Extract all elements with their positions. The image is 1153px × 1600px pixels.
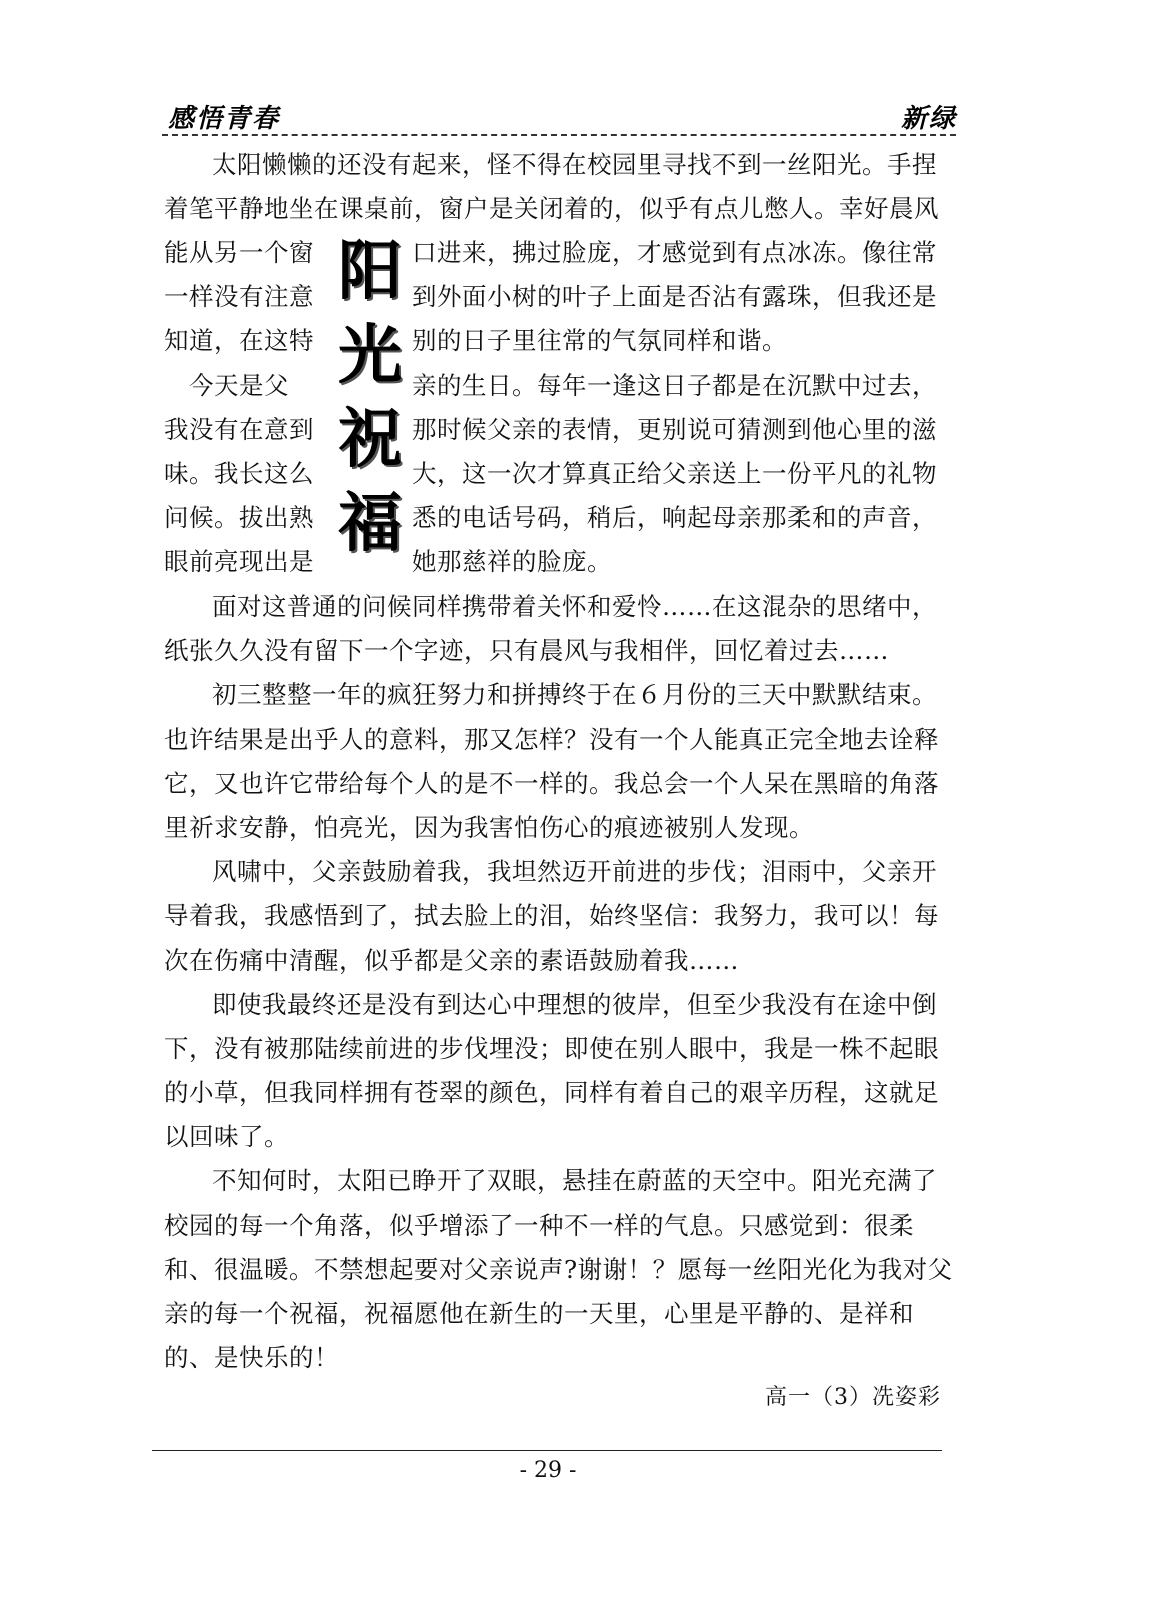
text-line — [164, 275, 956, 319]
text-line: 它，又也许它带给每个人的是不一样的。我总会一个人呆在黑暗的角落 — [164, 768, 939, 798]
text-line-right: 她那慈祥的脸庞。 — [412, 547, 612, 577]
text-line: 风啸中，父亲鼓励着我，我坦然迈开前进的步伐；泪雨中，父亲开 — [212, 857, 937, 887]
text-line: 导着我，我感悟到了，拭去脸上的泪，始终坚信：我努力，我可以！每 — [164, 901, 939, 931]
text-line-left: 能从另一个窗 — [164, 238, 314, 267]
title-char: 阳 — [338, 234, 402, 309]
text-line-right: 亲的生日。每年一逢这日子都是在沉默中过去， — [412, 370, 937, 400]
title-char: 光 — [338, 318, 402, 393]
text-line-left: 知道，在这特 — [164, 326, 314, 356]
text-line-right: 口进来，拂过脸庞，才感觉到有点冰冻。像往常 — [412, 238, 937, 267]
text-line — [164, 364, 956, 408]
text-line: 下，没有被那陆续前进的步伐埋没；即使在别人眼中，我是一株不起眼 — [164, 1033, 939, 1063]
text-line: 初三整整一年的疯狂努力和拼搏终于在６月份的三天中默默结束。 — [212, 680, 937, 710]
text-line — [164, 319, 956, 363]
text-line — [164, 496, 956, 540]
text-line — [164, 408, 956, 452]
author-signature: 高一（3）冼姿彩 — [765, 1385, 941, 1410]
text-line: 的、是快乐的！ — [164, 1343, 339, 1373]
article-title — [330, 230, 410, 566]
text-line-right: 别的日子里往常的气氛同样和谐。 — [412, 326, 787, 356]
text-line: 面对这普通的问候同样携带着关怀和爱怜……在这混杂的思绪中， — [212, 592, 937, 621]
text-line: 次在伤痛中清醒，似乎都是父亲的素语鼓励着我…… — [164, 945, 739, 975]
intro-text — [164, 143, 956, 231]
text-line: 校园的每一个角落，似乎增添了一种不一样的气息。只感觉到：很柔 — [164, 1210, 914, 1240]
text-line: 太阳懒懒的还没有起来，怪不得在校园里寻找不到一丝阳光。手捏 — [212, 150, 937, 179]
text-line: 以回味了。 — [164, 1122, 289, 1152]
text-line: 即使我最终还是没有到达心中理想的彼岸，但至少我没有在途中倒 — [212, 989, 937, 1019]
page-number: - 29 - — [519, 1458, 577, 1483]
text-line: 和、很温暖。不禁想起要对父亲说声?谢谢！？愿每一丝阳光化为我对父 — [164, 1254, 953, 1284]
text-line: 纸张久久没有留下一个字迹，只有晨风与我相伴，回忆着过去…… — [164, 636, 889, 666]
text-line-left: 我没有在意到 — [164, 414, 314, 444]
inset-text — [164, 231, 956, 585]
text-line-right: 那时候父亲的表情，更别说可猜测到他心里的滋 — [412, 414, 937, 444]
title-char: 福 — [338, 486, 402, 561]
text-line: 也许结果是出乎人的意料，那又怎样？没有一个人能真正完全地去诠释 — [164, 724, 939, 754]
text-line: 着笔平静地坐在课桌前，窗户是关闭着的，似乎有点儿憋人。幸好晨风 — [164, 194, 939, 224]
text-line-left: 一样没有注意 — [164, 282, 314, 312]
text-line: 里祈求安静，怕亮光，因为我害怕伤心的痕迹被别人发现。 — [164, 812, 814, 842]
text-line-left: 味。我长这么 — [164, 458, 314, 488]
text-line-left: 问候。拔出熟 — [164, 503, 314, 533]
text-line — [164, 540, 956, 584]
text-line: 的小草，但我同样拥有苍翠的颜色，同样有着自己的艰辛历程，这就足 — [164, 1078, 939, 1108]
text-line — [164, 231, 956, 275]
header-divider — [162, 134, 956, 136]
footer-divider — [152, 1450, 942, 1451]
column-title: 感悟青春 — [168, 104, 281, 134]
text-line-right: 到外面小树的叶子上面是否沾有露珠，但我还是 — [412, 282, 937, 312]
title-char: 祝 — [338, 402, 402, 477]
magazine-name: 新绿 — [900, 104, 957, 134]
text-line-right: 悉的电话号码，稍后，响起母亲那柔和的声音， — [412, 503, 937, 533]
text-line — [164, 452, 956, 496]
text-line: 亲的每一个祝福，祝福愿他在新生的一天里，心里是平静的、是祥和 — [164, 1299, 914, 1328]
body-text — [164, 585, 956, 1380]
text-line: 不知何时，太阳已睁开了双眼，悬挂在蔚蓝的天空中。阳光充满了 — [212, 1166, 937, 1196]
text-line-left: 眼前亮现出是 — [164, 547, 314, 577]
text-line-left: 今天是父 — [164, 370, 289, 400]
text-line-right: 大，这一次才算真正给父亲送上一份平凡的礼物 — [412, 458, 937, 488]
